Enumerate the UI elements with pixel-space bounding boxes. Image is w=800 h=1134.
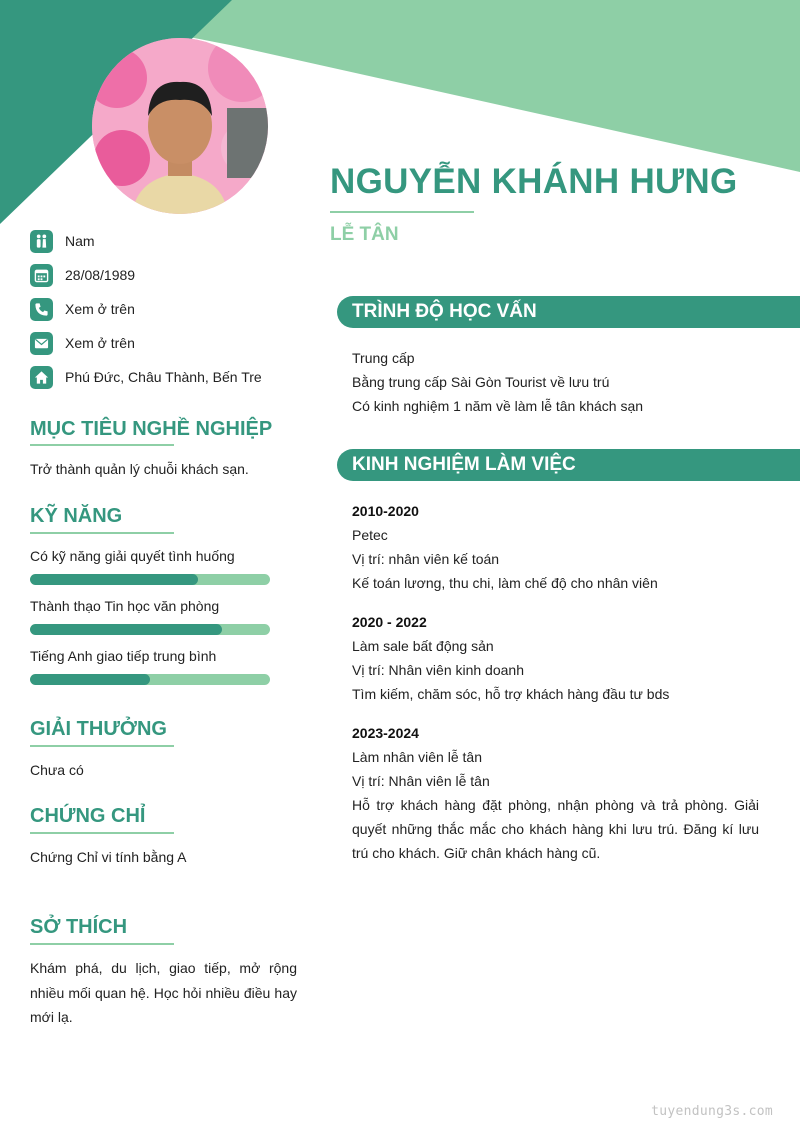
profile-photo — [92, 38, 268, 214]
gender-icon — [30, 230, 53, 253]
education-line: Bằng trung cấp Sài Gòn Tourist về lưu trú — [352, 374, 610, 390]
experience-company: Petec — [352, 527, 388, 543]
contact-address — [30, 360, 262, 394]
certificates-text: Chứng Chỉ vi tính bằng A — [30, 849, 187, 865]
contact-email — [30, 326, 262, 360]
experience-description: Hỗ trợ khách hàng đặt phòng, nhận phòng và trả phòng. Giải quyết những thắc mắc cho khách hàng khi lưu trú. Đăng kí lưu trú cho khách. Giữ chân khách hàng cũ. — [352, 797, 759, 861]
experience-period: 2010-2020 — [352, 503, 419, 519]
skill-label: Thành thạo Tin học văn phòng — [30, 598, 220, 614]
experience-position: Vị trí: Nhân viên lễ tân — [352, 773, 490, 789]
hobbies-text: Khám phá, du lịch, giao tiếp, mở rộng nhiều mối quan hệ. Học hỏi nhiều điều hay mới lạ. — [30, 960, 297, 1025]
job-title: LỄ TÂN — [330, 224, 399, 245]
hobbies-heading: SỞ THÍCH — [30, 916, 128, 938]
objective-underline — [30, 444, 174, 446]
education-list — [352, 346, 643, 418]
education-heading: TRÌNH ĐỘ HỌC VẤN — [337, 296, 800, 328]
contact-text: Xem ở trên — [65, 301, 135, 317]
contact-text: 28/08/1989 — [65, 267, 136, 283]
contact-text: Nam — [65, 233, 95, 249]
contact-list — [30, 224, 262, 394]
contact-birthday — [30, 258, 262, 292]
experience-description: Kế toán lương, thu chi, làm chế độ cho nhân viên — [352, 575, 658, 591]
experience-period: 2023-2024 — [352, 725, 419, 741]
experience-description: Tìm kiếm, chăm sóc, hỗ trợ khách hàng đầu tư bds — [352, 686, 670, 702]
experience-heading: KINH NGHIỆM LÀM VIỆC — [337, 449, 800, 481]
experience-position: Vị trí: Nhân viên kinh doanh — [352, 662, 524, 678]
skill-label: Có kỹ năng giải quyết tình huống — [30, 548, 235, 564]
candidate-name: NGUYỄN KHÁNH HƯNG — [330, 162, 738, 201]
calendar-icon — [30, 264, 53, 287]
skills-heading: KỸ NĂNG — [30, 505, 123, 527]
skill-bar — [30, 624, 270, 635]
education-line: Trung cấp — [352, 350, 415, 366]
experience-company: Làm sale bất động sản — [352, 638, 494, 654]
experience-company: Làm nhân viên lễ tân — [352, 749, 482, 765]
awards-underline — [30, 745, 174, 747]
experience-position: Vị trí: nhân viên kế toán — [352, 551, 500, 567]
contact-text: Phú Đức, Châu Thành, Bến Tre — [65, 369, 262, 385]
name-underline — [330, 211, 474, 213]
contact-text: Xem ở trên — [65, 335, 135, 351]
experience-item — [352, 721, 759, 865]
experience-item — [352, 610, 759, 706]
certificates-heading: CHỨNG CHỈ — [30, 805, 146, 827]
experience-period: 2020 - 2022 — [352, 614, 427, 630]
education-line: Có kinh nghiệm 1 năm về làm lễ tân khách sạn — [352, 398, 644, 414]
objective-heading: MỤC TIÊU NGHỀ NGHIỆP — [30, 418, 273, 440]
experience-list — [352, 499, 759, 880]
contact-phone — [30, 292, 262, 326]
objective-text: Trở thành quản lý chuỗi khách sạn. — [30, 461, 249, 477]
skill-bar — [30, 674, 270, 685]
skill-bar-fill — [30, 624, 222, 635]
skill-bar-fill — [30, 674, 150, 685]
phone-icon — [30, 298, 53, 321]
skill-bar-fill — [30, 574, 198, 585]
hobbies-underline — [30, 943, 174, 945]
email-icon — [30, 332, 53, 355]
skills-underline — [30, 532, 174, 534]
awards-text: Chưa có — [30, 762, 84, 778]
skill-label: Tiếng Anh giao tiếp trung bình — [30, 648, 217, 664]
awards-heading: GIẢI THƯỞNG — [30, 718, 167, 740]
watermark: tuyendung3s.com — [651, 1104, 773, 1119]
experience-item — [352, 499, 759, 595]
home-icon — [30, 366, 53, 389]
skill-bar — [30, 574, 270, 585]
certificates-underline — [30, 832, 174, 834]
contact-gender — [30, 224, 262, 258]
